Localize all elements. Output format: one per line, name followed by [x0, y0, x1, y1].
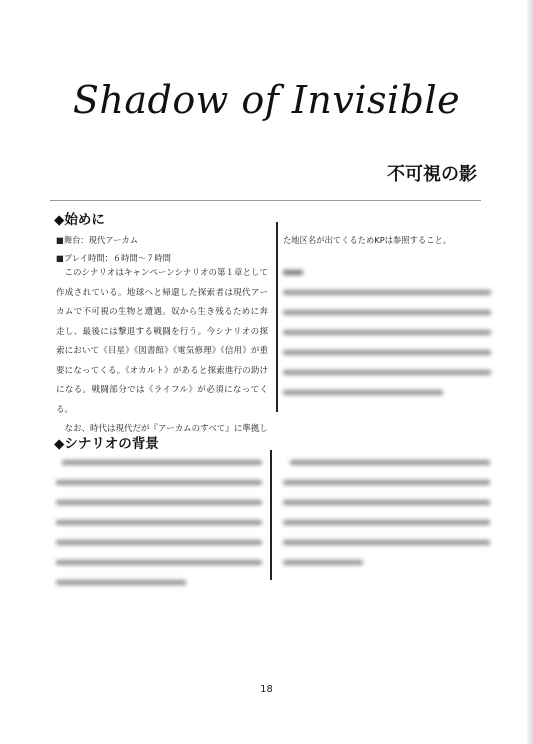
background-heading: ◆シナリオの背景 — [54, 436, 159, 452]
column-divider-top — [276, 222, 278, 412]
intro-body — [56, 264, 268, 440]
column-divider-bottom — [270, 450, 272, 580]
page-title: Shadow of Invisible — [72, 78, 461, 122]
stage-info: ■舞台：現代アーカム — [56, 235, 139, 245]
play-time-info: ■プレイ時間：６時間～７時間 — [56, 253, 171, 263]
intro-continued-text: た地区名が出てくるためKPは参照すること。 — [283, 235, 452, 245]
page-subtitle: 不可視の影 — [387, 164, 477, 185]
title-divider — [50, 200, 481, 201]
intro-heading: ◆始めに — [54, 212, 105, 228]
intro-paragraph: このシナリオはキャンペーンシナリオの第１章として作成されている。地球へと帰還した探索者は現代アーカムで不可視の生物と遭遇。奴から生き残るために奔走し、最後には撃退する戦闘を行う。今シナリオの探索において《目星》《図書館》《電気修理》《信用》が重要になってくる。《オカルト》があると探索進行の助けになる。戦闘部分では《ライフル》が必須になってくる。 — [56, 268, 268, 415]
page-number: 18 — [260, 684, 273, 695]
intro-paragraph-continued: なお、時代は現代だが『アーカムのすべて』に準拠し — [64, 424, 268, 434]
